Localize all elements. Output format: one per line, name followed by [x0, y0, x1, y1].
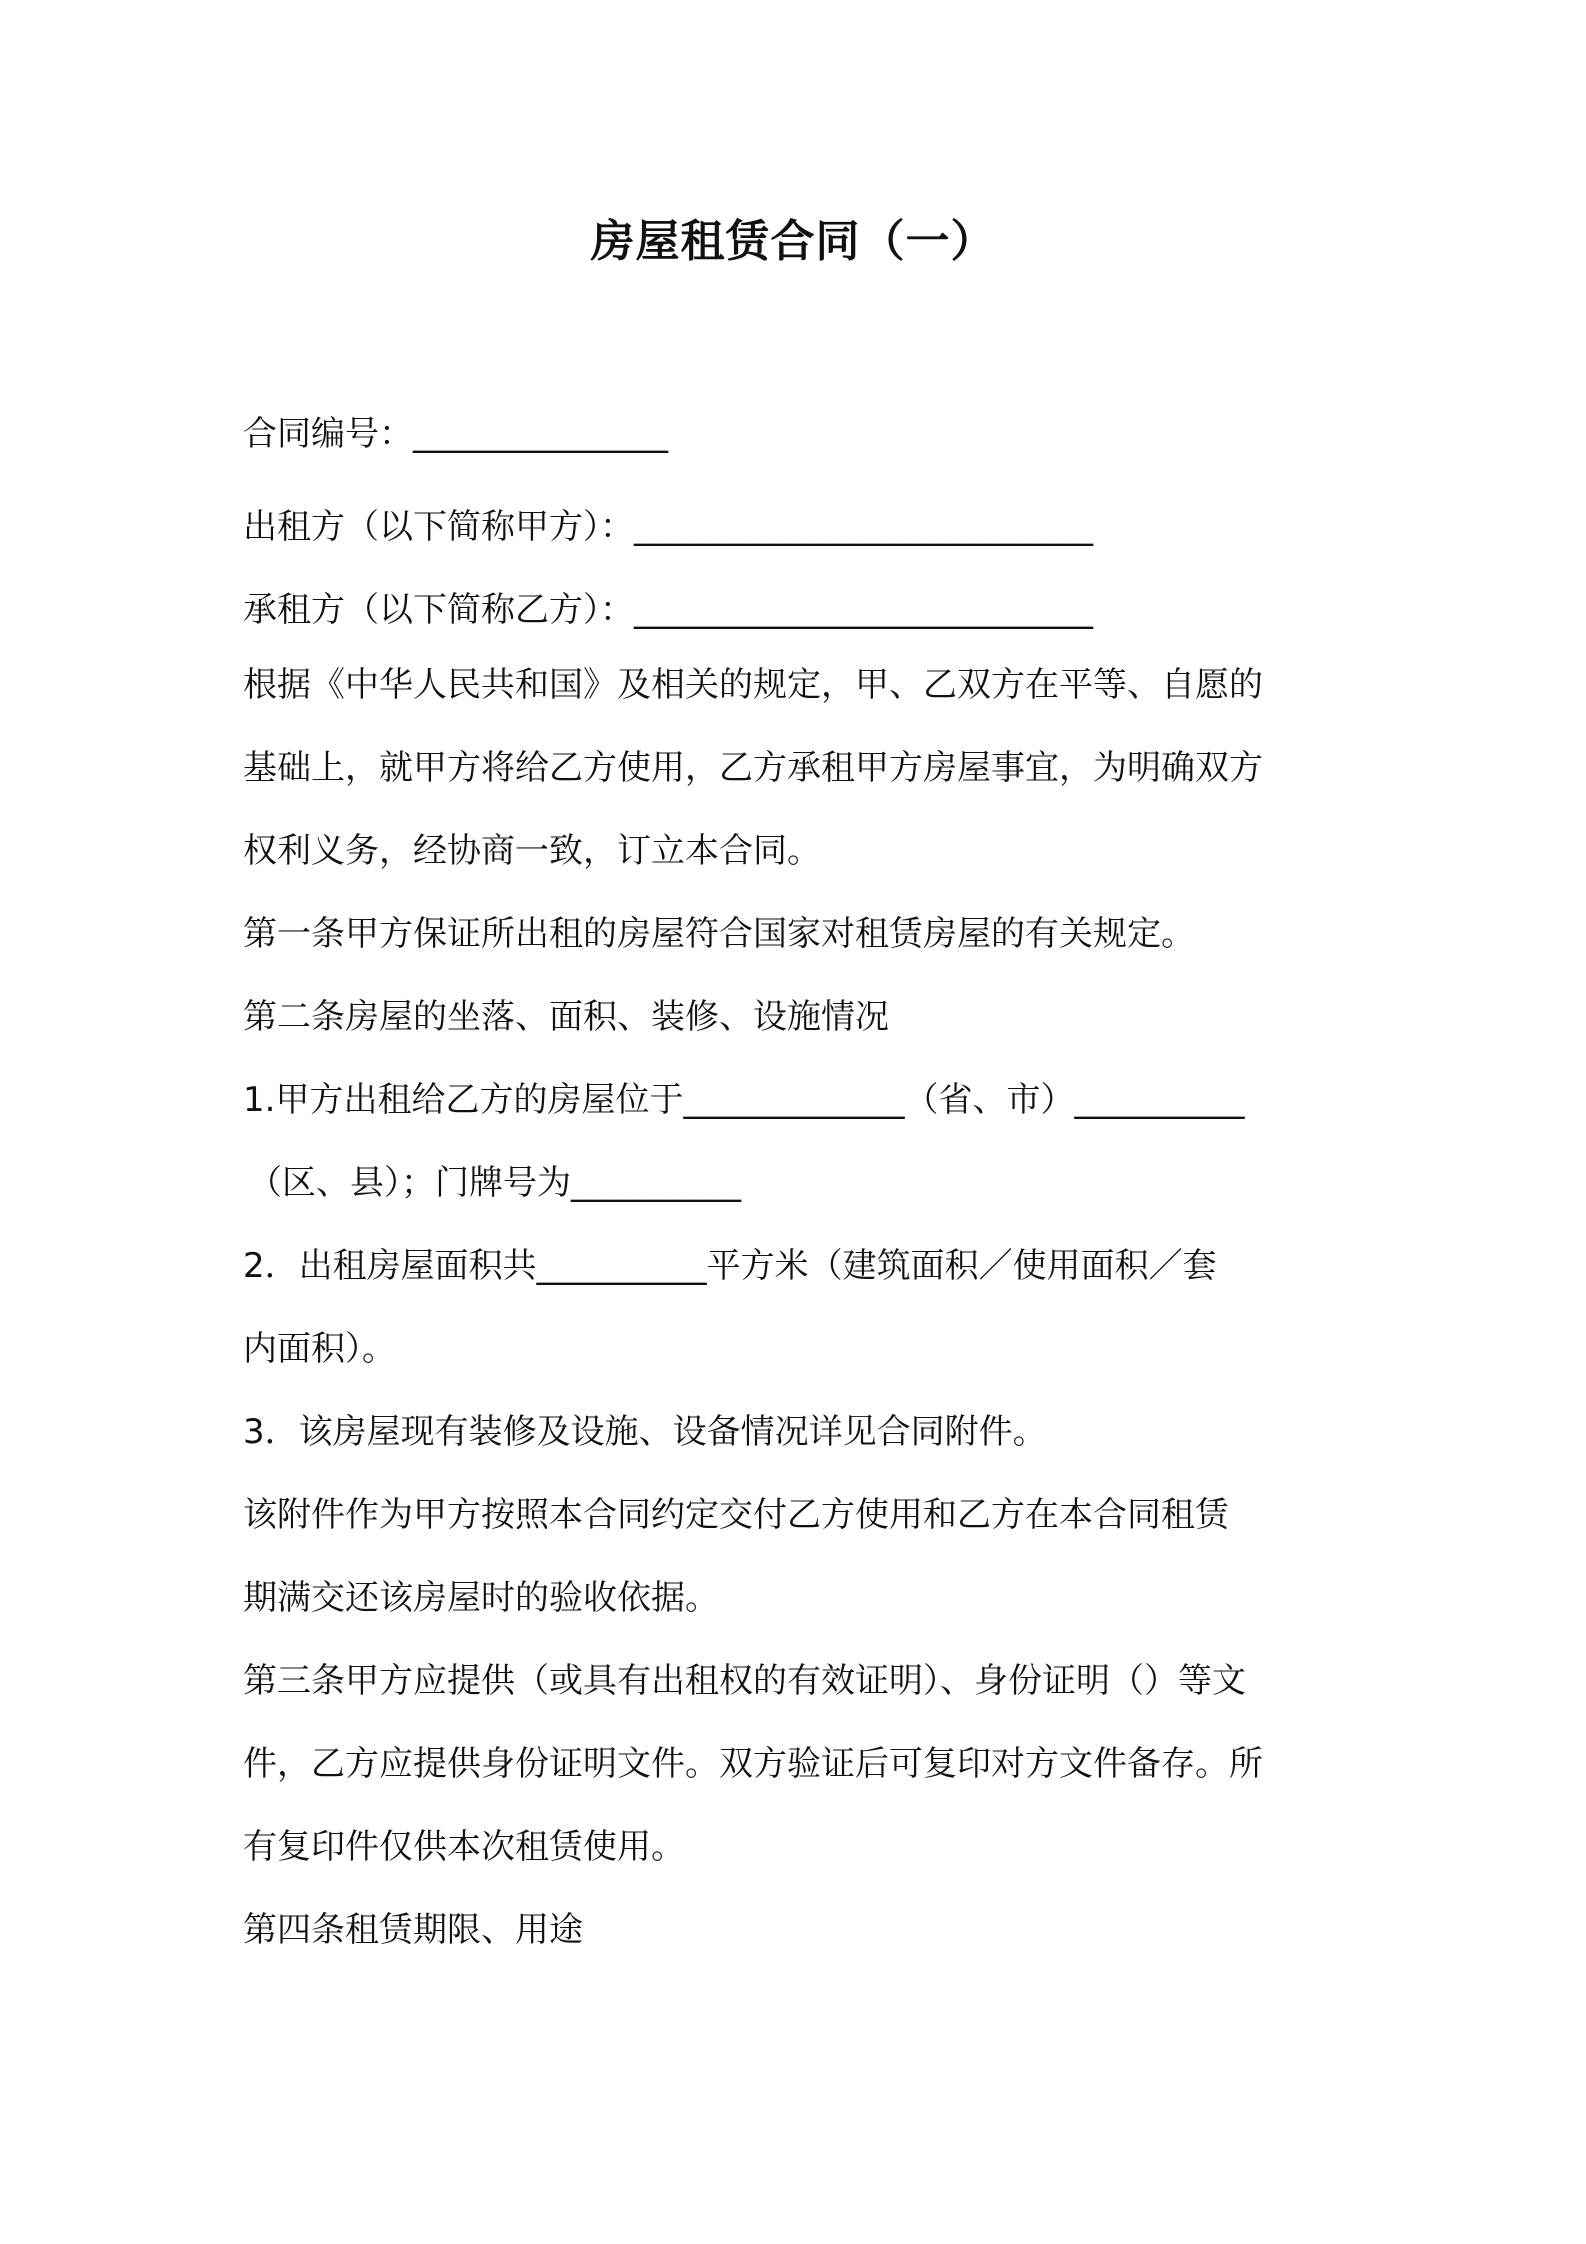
article-1-line: 第一条甲方保证所出租的房屋符合国家对租赁房屋的有关规定。 [243, 914, 1195, 954]
article-2-item-2: 2．出租房屋面积共__________平方米（建筑面积／使用面积／套 [243, 1246, 1217, 1286]
attachment-paragraph-line: 该附件作为甲方按照本合同约定交付乙方使用和乙方在本合同租赁 [243, 1495, 1229, 1535]
article-2-item-1: 1.甲方出租给乙方的房屋位于_____________（省、市）__________ [243, 1080, 1245, 1120]
document-title: 房屋租赁合同（一） [590, 216, 996, 267]
article-2-item-1-cont: （区、县）；门牌号为__________ [248, 1163, 741, 1203]
paragraph-line: 基础上，就甲方将给乙方使用，乙方承租甲方房屋事宜，为明确双方 [243, 748, 1263, 788]
article-2-item-3: 3．该房屋现有装修及设施、设备情况详见合同附件。 [243, 1412, 1047, 1452]
article-3-line: 件，乙方应提供身份证明文件。双方验证后可复印对方文件备存。所 [243, 1744, 1263, 1784]
paragraph-line: 根据《中华人民共和国》及相关的规定，甲、乙双方在平等、自愿的 [243, 665, 1263, 705]
article-3-line: 第三条甲方应提供（或具有出租权的有效证明）、身份证明（）等文 [243, 1661, 1246, 1701]
article-2-heading: 第二条房屋的坐落、面积、装修、设施情况 [243, 997, 889, 1037]
article-4-heading: 第四条租赁期限、用途 [243, 1910, 583, 1950]
attachment-paragraph-line: 期满交还该房屋时的验收依据。 [243, 1578, 719, 1618]
lessee-line: 承租方（以下简称乙方）：___________________________ [243, 590, 1093, 630]
contract-number-line: 合同编号：_______________ [243, 414, 668, 454]
article-2-item-2-cont: 内面积）。 [243, 1329, 396, 1369]
paragraph-line: 权利义务，经协商一致，订立本合同。 [243, 831, 821, 871]
article-3-line: 有复印件仅供本次租赁使用。 [243, 1827, 685, 1867]
lessor-line: 出租方（以下简称甲方）：___________________________ [243, 507, 1093, 547]
